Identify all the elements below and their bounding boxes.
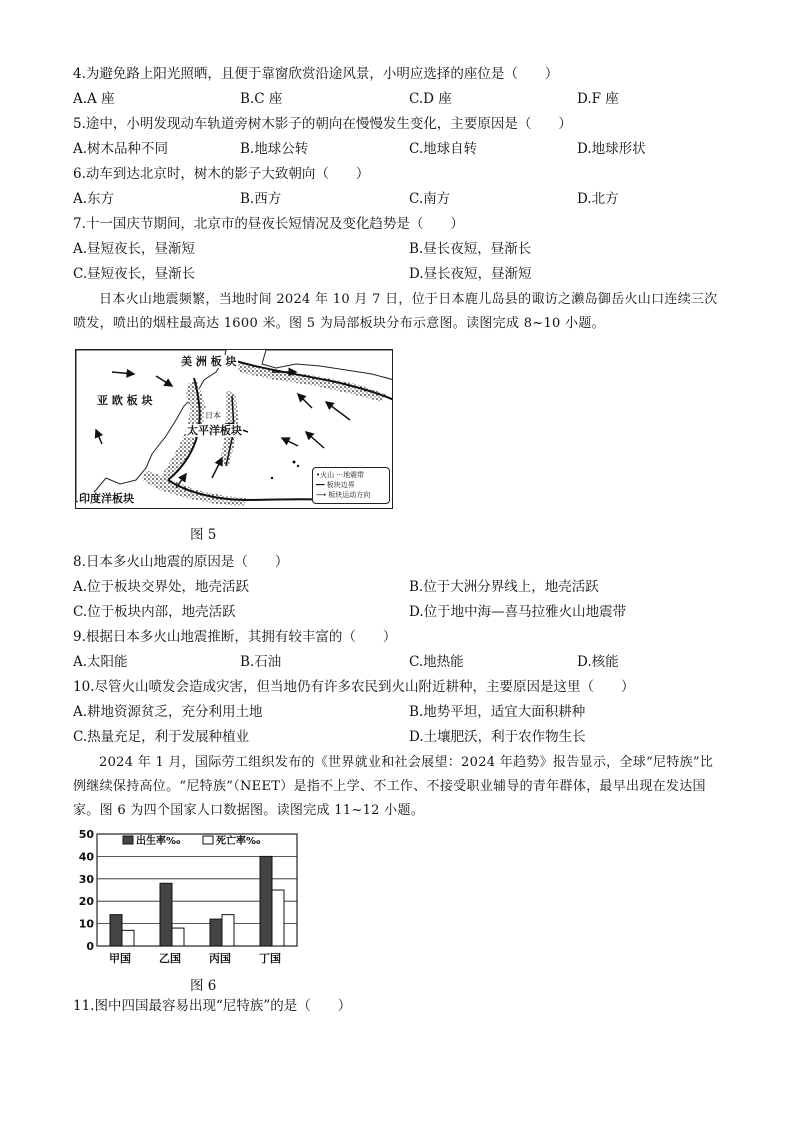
q8-stem: 8.日本多火山地震的原因是（ ） — [73, 554, 289, 570]
passage-volcano-text: 日本火山地震频繁，当地时间 2024 年 10 月 7 日，位于日本鹿儿岛县的诹访之濑岛御岳火山口连续三次喷发，喷出的烟柱最高达 1600 米。图 5 为局部板块分布示意图。读图完成 8~10 小题。 — [73, 292, 718, 331]
indian-plate-label: 印度洋板块 — [79, 492, 134, 505]
bar-death — [122, 930, 134, 946]
bar-birth — [160, 883, 172, 946]
q9-option-c: C.地热能 — [409, 654, 464, 670]
legend-label: 死亡率‰ — [216, 836, 261, 847]
category-label: 丁国 — [259, 952, 281, 965]
q9-option-b: B.石油 — [240, 654, 282, 670]
pacific-plate-label: 太平洋板块 — [187, 424, 242, 437]
eurasia-plate-label: 亚 欧 板 块 — [97, 394, 153, 407]
q10-option-a: A.耕地资源贫乏，充分利用土地 — [73, 704, 263, 720]
island — [271, 477, 273, 479]
q8-option-d: D.位于地中海—喜马拉雅火山地震带 — [409, 604, 627, 620]
y-tick-label: 10 — [78, 917, 94, 931]
q5-stem: 5.途中，小明发现动车轨道旁树木影子的朝向在慢慢发生变化，主要原因是（ ） — [73, 116, 572, 132]
q7-option-b: B.昼长夜短，昼渐长 — [409, 241, 532, 257]
legend-line-icon: ━━ — [316, 481, 327, 489]
bar-death — [172, 928, 184, 946]
q8-option-c: C.位于板块内部，地壳活跃 — [73, 604, 236, 620]
passage-neet — [73, 751, 723, 823]
q10-option-d: D.土壤肥沃，利于农作物生长 — [409, 729, 586, 745]
japan-label: 日本 — [205, 411, 221, 420]
map-legend — [312, 467, 390, 504]
island — [293, 461, 296, 464]
q9-option-a: A.太阳能 — [73, 654, 128, 670]
motion-arrow — [326, 402, 350, 420]
q7-stem: 7.十一国庆节期间，北京市的昼夜长短情况及变化趋势是（ ） — [73, 216, 464, 232]
america-plate-label: 美 洲 板 块 — [181, 355, 237, 368]
bar-birth — [110, 915, 122, 946]
bar-birth — [260, 856, 272, 946]
q4-option-c: C.D 座 — [409, 91, 452, 107]
figure5-caption: 图 5 — [190, 527, 217, 543]
q7-option-c: C.昼短夜长，昼渐长 — [73, 266, 196, 282]
q6-stem: 6.动车到达北京时，树木的影子大致朝向（ ） — [73, 166, 370, 182]
motion-arrow — [306, 432, 324, 448]
legend-label: 出生率‰ — [136, 836, 181, 847]
plate-map — [75, 349, 393, 509]
population-chart — [75, 828, 305, 968]
q10-option-b: B.地势平坦，适宜大面积耕种 — [409, 704, 586, 720]
q8-option-a: A.位于板块交界处，地壳活跃 — [73, 579, 250, 595]
q5-option-a: A.树木品种不同 — [73, 141, 169, 157]
bar-death — [222, 915, 234, 946]
y-tick-label: 0 — [86, 940, 94, 953]
motion-arrow — [282, 438, 298, 446]
q8-option-b: B.位于大洲分界线上，地壳活跃 — [409, 579, 599, 595]
bar-birth — [210, 919, 222, 946]
legend-direction: 板块运动方向 — [328, 491, 371, 499]
y-tick-label: 50 — [78, 828, 94, 841]
passage-neet-text: 2024 年 1 月，国际劳工组织发布的《世界就业和社会展望：2024 年趋势》报告显示，全球“尼特族”比例继续保持高位。“尼特族”（NEET）是指不上学、不工作、不接受职业辅导的青年群体，最早出现在发达国家。图 6 为四个国家人口数据图。读图完成 11~12 小题。 — [73, 755, 714, 818]
q4-option-b: B.C 座 — [240, 91, 283, 107]
y-tick-label: 40 — [78, 850, 94, 864]
legend-swatch — [203, 836, 213, 844]
legend-quake-belt: 地震带 — [343, 471, 365, 479]
legend-boundary: 板块边界 — [326, 481, 355, 489]
quake-belt-south — [142, 470, 246, 506]
y-tick-label: 20 — [78, 895, 94, 909]
legend-volcano-row — [316, 470, 386, 480]
q9-stem: 9.根据日本多火山地震推断，其拥有较丰富的（ ） — [73, 629, 397, 645]
q7-option-d: D.昼长夜短，昼渐短 — [409, 266, 532, 282]
q4-stem: 4.为避免路上阳光照晒，且便于靠窗欣赏沿途风景，小明应选择的座位是（ ） — [73, 66, 559, 82]
legend-direction-row — [316, 490, 386, 500]
q6-option-a: A.东方 — [73, 191, 115, 207]
q6-option-c: C.南方 — [409, 191, 451, 207]
q5-option-c: C.地球自转 — [409, 141, 478, 157]
legend-dots-icon: ··· — [336, 471, 344, 479]
q10-option-c: C.热量充足，利于发展种植业 — [73, 729, 250, 745]
legend-arrow-icon: ⟶ — [316, 491, 329, 499]
y-tick-label: 30 — [78, 872, 94, 886]
q11-stem: 11.图中四国最容易出现“尼特族”的是（ ） — [73, 998, 352, 1014]
q5-option-d: D.地球形状 — [577, 141, 646, 157]
legend-volcano: •火山 — [316, 471, 335, 479]
legend-swatch — [123, 836, 133, 844]
q4-option-d: D.F 座 — [577, 91, 619, 107]
q5-option-b: B.地球公转 — [240, 141, 309, 157]
motion-arrow — [298, 394, 312, 408]
q7-option-a: A.昼短夜长，昼渐短 — [73, 241, 196, 257]
passage-volcano — [73, 288, 723, 336]
island — [297, 465, 299, 467]
bar-death — [272, 890, 284, 946]
q6-option-d: D.北方 — [577, 191, 619, 207]
legend-boundary-row — [316, 480, 386, 490]
q9-option-d: D.核能 — [577, 654, 619, 670]
q6-option-b: B.西方 — [240, 191, 282, 207]
category-label: 丙国 — [209, 952, 231, 965]
q4-option-a: A.A 座 — [73, 91, 115, 107]
motion-arrow — [212, 458, 222, 478]
category-label: 甲国 — [109, 952, 131, 965]
figure6-caption: 图 6 — [190, 978, 217, 994]
category-label: 乙国 — [159, 952, 181, 965]
q10-stem: 10.尽管火山喷发会造成灾害，但当地仍有许多农民到火山附近耕种，主要原因是这里（ ） — [73, 679, 635, 695]
